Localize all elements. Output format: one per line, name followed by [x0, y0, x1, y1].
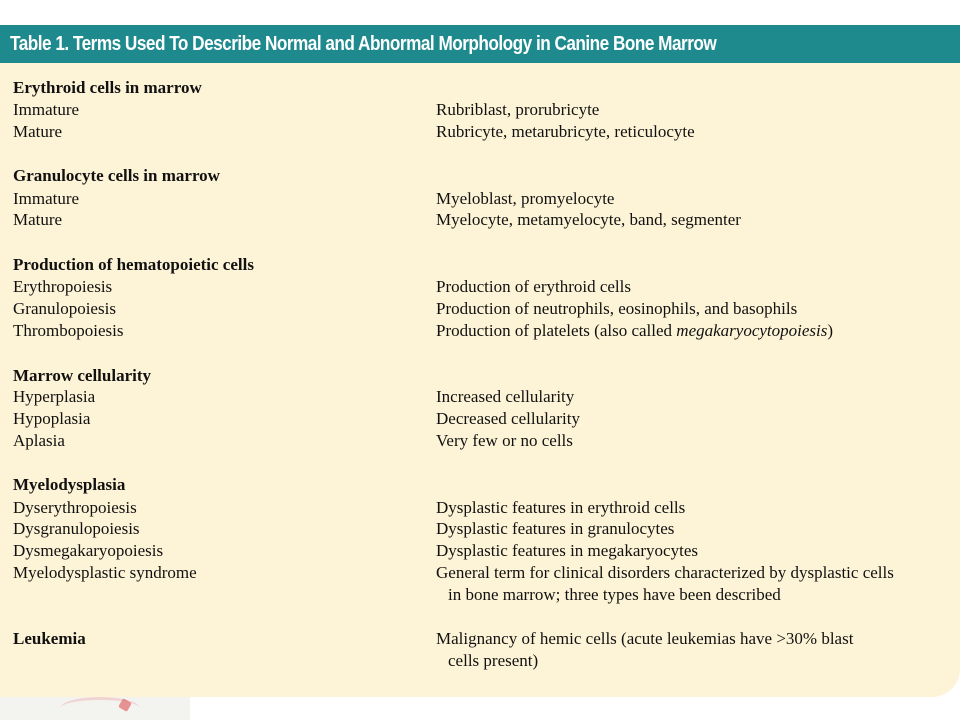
term-cell: Myelodysplastic syndrome — [13, 563, 197, 582]
term-cell: Hypoplasia — [13, 409, 91, 428]
definition-cell: Very few or no cells — [436, 431, 573, 450]
definition-cell: Myelocyte, metamyelocyte, band, segmenter — [436, 210, 741, 229]
table-row — [0, 430, 960, 452]
table-row — [0, 99, 960, 121]
table-row — [0, 276, 960, 298]
definition-cell: Dysplastic features in erythroid cells — [436, 498, 686, 517]
definition-text-end: ) — [827, 321, 834, 340]
section-heading: Leukemia — [13, 629, 86, 648]
term-cell: Immature — [13, 189, 80, 208]
section-heading-row — [0, 628, 960, 650]
table-row — [0, 518, 960, 540]
definition-cell: Production of neutrophils, eosinophils, and basophils — [436, 299, 798, 318]
definition-cell-continuation: in bone marrow; three types have been described — [448, 585, 781, 604]
definition-cell: Dysplastic features in megakaryocytes — [436, 541, 698, 560]
section-heading: Marrow cellularity — [13, 366, 152, 385]
table-row-continuation — [0, 650, 960, 672]
term-cell: Dyserythropoiesis — [13, 498, 137, 517]
section-heading: Granulocyte cells in marrow — [13, 166, 220, 185]
section-heading-row — [0, 474, 960, 496]
definition-italic-term: megakaryocytopoiesis — [676, 321, 828, 340]
table-row — [0, 188, 960, 210]
definition-cell: Decreased cellularity — [436, 409, 580, 428]
section-heading: Myelodysplasia — [13, 475, 126, 494]
section-heading-row — [0, 254, 960, 276]
section-heading-row — [0, 165, 960, 187]
section-heading: Production of hematopoietic cells — [13, 255, 254, 274]
term-cell: Dysmegakaryopoiesis — [13, 541, 164, 560]
definition-cell: Rubriblast, prorubricyte — [436, 100, 600, 119]
table-row — [0, 497, 960, 519]
table-row — [0, 209, 960, 231]
definition-cell — [436, 320, 833, 342]
table-row — [0, 562, 960, 584]
table-title: Table 1. Terms Used To Describe Normal and Abnormal Morphology in Canine Bone Marrow — [10, 33, 717, 55]
term-cell: Immature — [13, 100, 80, 119]
definition-cell: General term for clinical disorders characterized by dysplastic cells — [436, 563, 894, 582]
table-row — [0, 408, 960, 430]
definition-cell: Malignancy of hemic cells (acute leukemias have >30% blast — [436, 629, 854, 648]
table-row-continuation — [0, 584, 960, 606]
table-row — [0, 121, 960, 143]
table-row — [0, 298, 960, 320]
definition-text: Production of platelets (also called — [436, 321, 677, 340]
term-cell: Dysgranulopoiesis — [13, 519, 140, 538]
definition-cell: Production of erythroid cells — [436, 277, 631, 296]
definition-cell: Rubricyte, metarubricyte, reticulocyte — [436, 122, 695, 141]
table-row — [0, 386, 960, 408]
term-cell: Hyperplasia — [13, 387, 96, 406]
table-row — [0, 320, 960, 342]
section-heading-row — [0, 365, 960, 387]
table-title-bar — [0, 25, 960, 63]
term-cell: Granulopoiesis — [13, 299, 116, 318]
term-cell: Mature — [13, 210, 63, 229]
term-cell: Aplasia — [13, 431, 65, 450]
term-cell: Mature — [13, 122, 63, 141]
table-row — [0, 540, 960, 562]
definition-cell: Increased cellularity — [436, 387, 575, 406]
section-heading: Erythroid cells in marrow — [13, 78, 202, 97]
term-cell: Erythropoiesis — [13, 277, 113, 296]
definition-cell-continuation: cells present) — [448, 651, 539, 670]
term-cell: Thrombopoiesis — [13, 321, 124, 340]
section-heading-row — [0, 77, 960, 99]
definition-cell: Dysplastic features in granulocytes — [436, 519, 675, 538]
definition-cell: Myeloblast, promyelocyte — [436, 189, 615, 208]
